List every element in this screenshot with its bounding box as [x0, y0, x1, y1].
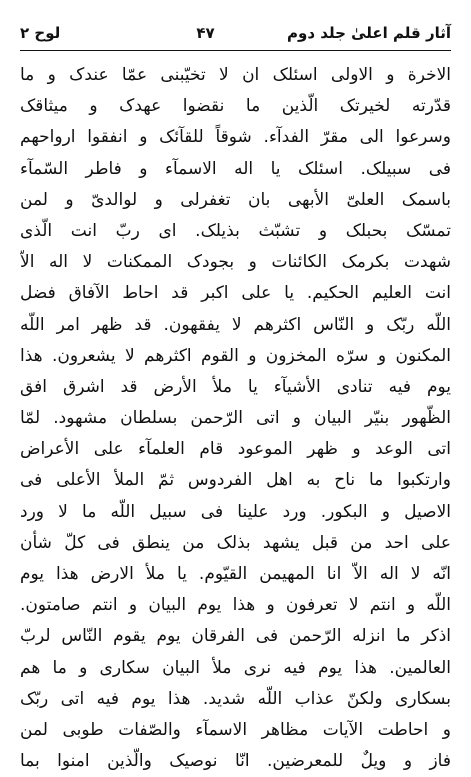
book-title: آثار قلم اعلیٰ جلد دوم [287, 24, 451, 42]
text-line: انّه لا اله الاّ انا المهیمن القیّوم. یا ملأ الارض هذا یوم [20, 564, 451, 584]
text-line: اللّه و انتم لا تعرفون و هذا یوم البیان و انتم صامتون. [20, 595, 451, 616]
text-line: انت العلیم الحکیم. یا علی اکبر قد احاط الآفاق فضل [20, 283, 451, 304]
header-rule [20, 50, 451, 51]
text-line: وسرعوا الی مقرّ الفدآء. شوقاً للقآئک و انفقوا ارواحهم [20, 127, 451, 148]
text-line: تمسّک بحبلک و تشبّث بذیلک. ای ربّ انت الّذی [20, 220, 451, 241]
text-line: علی احد من قبل یشهد بذلک من ینطق فی کلّ شأن [20, 532, 451, 553]
page-number: ۴۷ [196, 24, 215, 42]
tablet-label: لوح ۲ [20, 24, 61, 42]
text-line: یوم فیه تنادی الأشیآء یا ملأ الأرض قد اشرق افق [20, 376, 451, 397]
page-header [20, 18, 451, 48]
body-text [20, 60, 451, 777]
text-line: الظّهور بنیّر البیان و اتی الرّحمن بسلطان مشهود. لمّا [20, 408, 451, 429]
text-line: الاخرة و الاولی اسئلک ان لا تخیّبنی عمّا عندک و ما [20, 65, 451, 85]
text-line: اذکر ما انزله الرّحمن فی الفرقان یوم یقوم النّاس لربّ [20, 626, 451, 647]
text-line: قدّرته لخیرتک الّذین ما نقضوا عهدک و میثاقک [20, 96, 451, 117]
text-line: اتی الوعد و ظهر الموعود قام العلمآء علی الأعراض [20, 439, 451, 460]
text-line: شهدت بکرمک الکائنات و بجودک الممکنات لا اله الاّ [20, 252, 451, 273]
text-line: المکنون و سرّه المخزون و القوم اکثرهم لا یشعرون. هذا [20, 345, 451, 366]
text-line: اللّه ربّک و النّاس اکثرهم لا یفقهون. قد ظهر امر اللّه [20, 314, 451, 335]
text-line: العالمین. هذا یوم فیه نری ملأ البیان سکاری و ما هم [20, 657, 451, 678]
text-line: وارتکبوا ما ناح به اهل الفردوس ثمّ الملأ الأعلی فی [20, 470, 451, 491]
text-line: باسمک العلیّ الأبهی بان تغفرلی و لوالدیّ و لمن [20, 189, 451, 210]
text-line: و احاطت الآیات مظاهر الاسمآء والصّفات طوبی لمن [20, 719, 451, 740]
text-line: بسکاری ولکنّ عذاب اللّه شدید. هذا یوم فیه اتی ربّک [20, 688, 451, 709]
text-line: الاصیل و البکور. ورد علینا فی سبیل اللّه ما لا ورد [20, 501, 451, 522]
text-line: فاز و ویلٌ للمعرضین. انّا نوصیک والّذین امنوا بما [20, 751, 451, 772]
text-line: فی سبیلک. اسئلک یا اله الاسمآء و فاطر السّمآء [20, 158, 451, 179]
